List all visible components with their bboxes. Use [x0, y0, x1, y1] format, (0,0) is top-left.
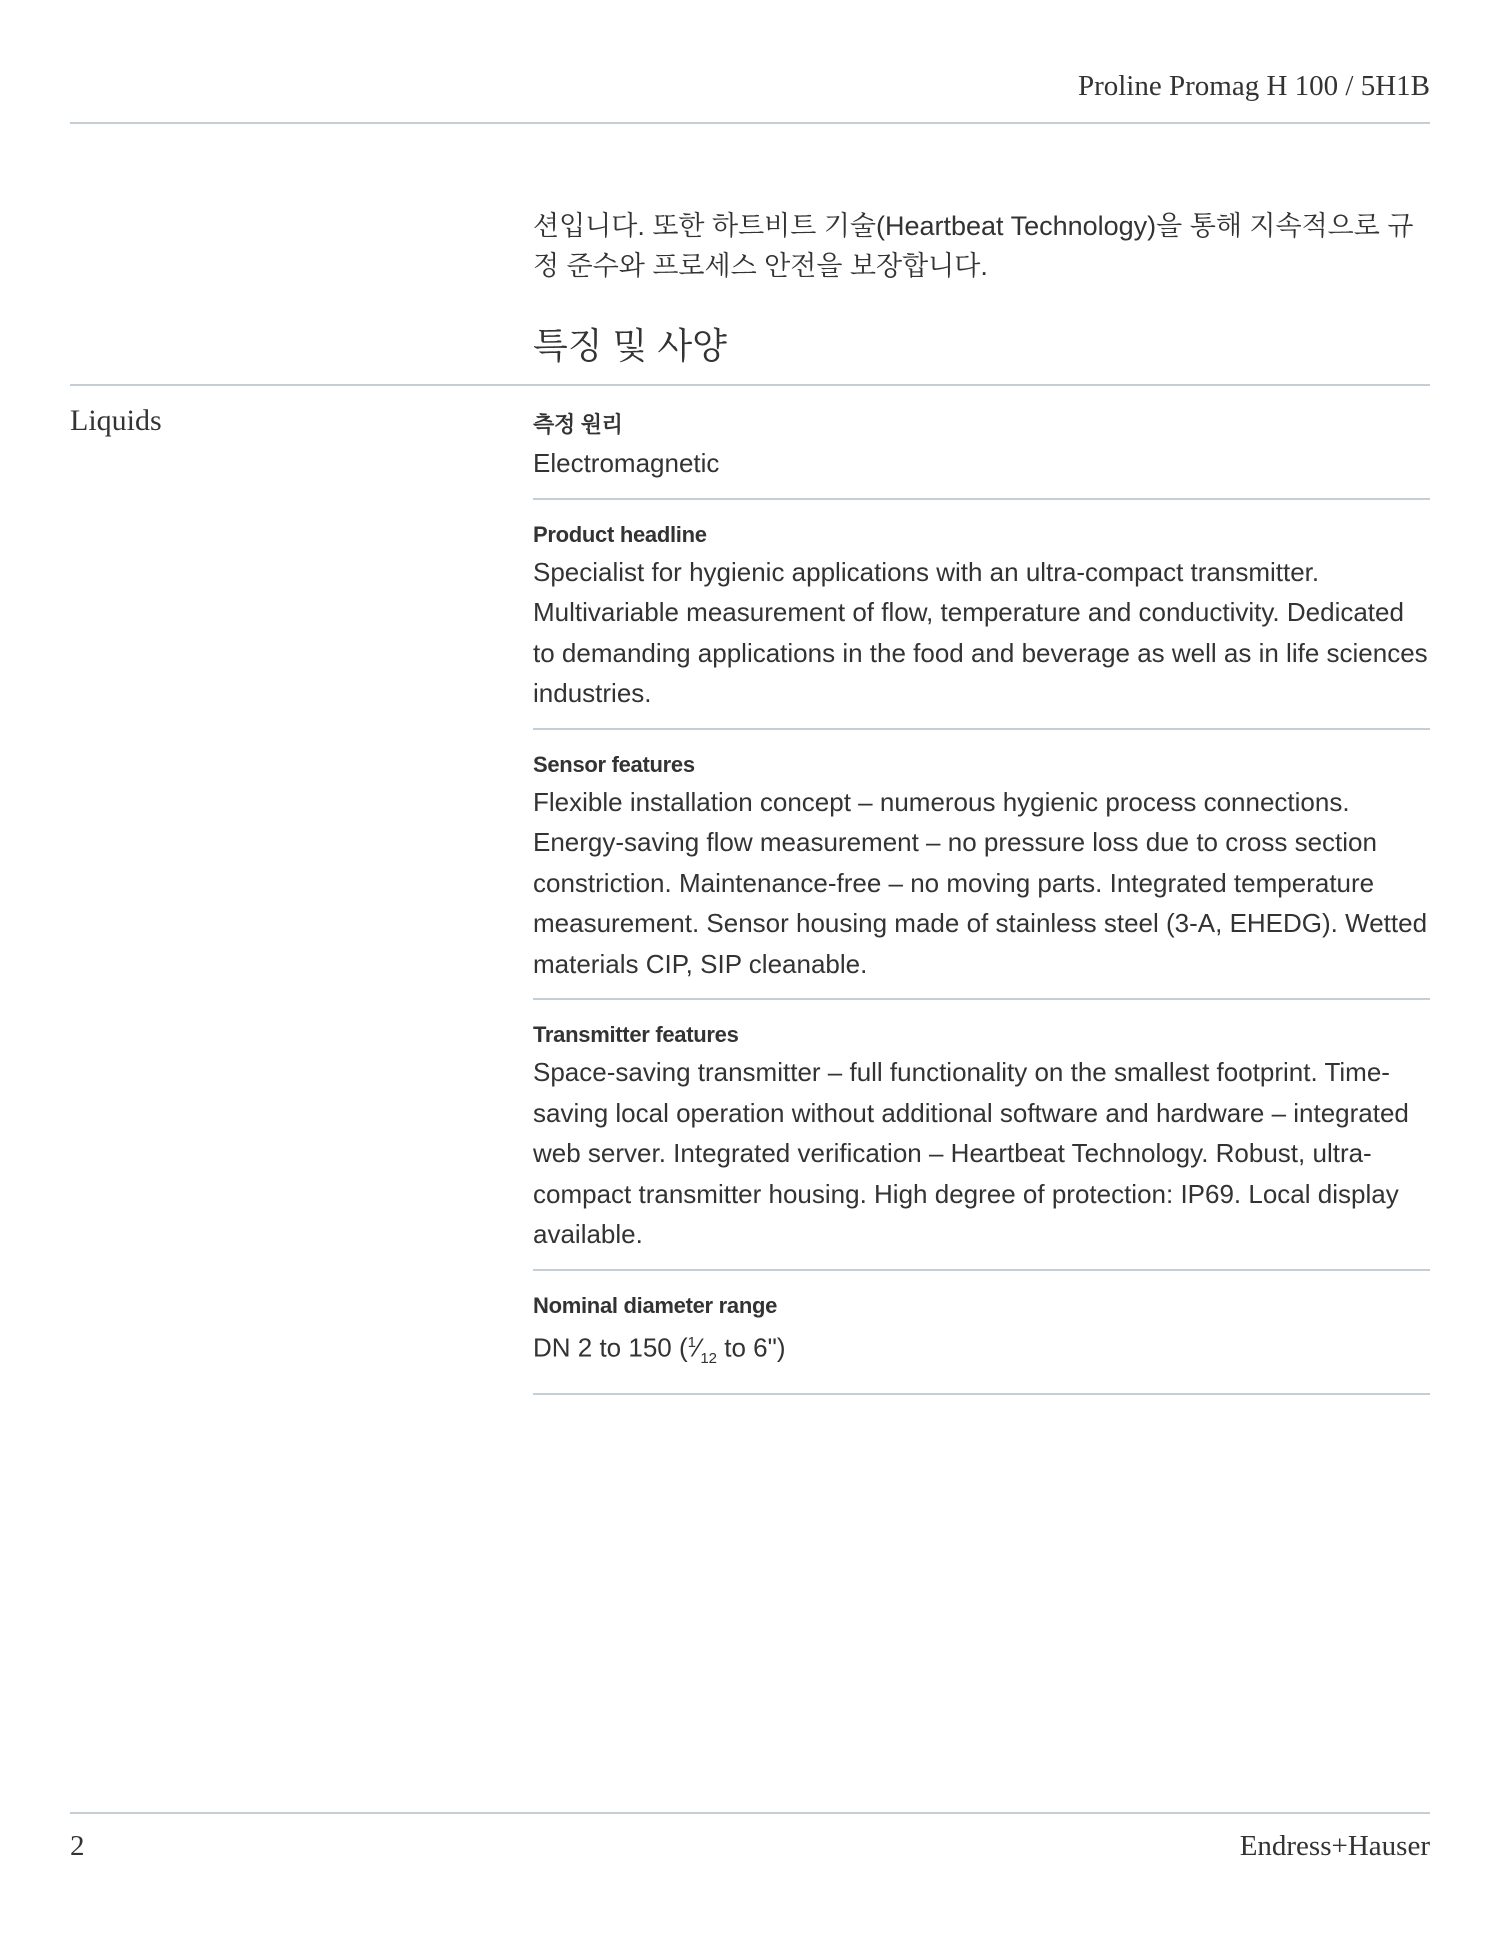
- property-product-headline: [533, 516, 1430, 730]
- fraction-denominator: 12: [700, 1349, 718, 1367]
- section-divider: [70, 384, 1430, 386]
- property-value: Space‐saving transmitter – full functionality on the smallest footprint. Time‐saving local operation without additional software and hardware – integrated web server. Integrated verification – Heartbeat Technology. Robust, ultra-compact transmitter housing. High degree of protection: IP69. Local display available.: [533, 1057, 1409, 1249]
- property-label: Nominal diameter range: [533, 1292, 778, 1318]
- fraction-numerator: 1: [687, 1333, 696, 1351]
- property-value: Flexible installation concept – numerous hygienic process connections. Energy‐saving flow measurement – no pressure loss due to cross section constriction. Maintenance‐free – no moving parts. Integrated temperature measurement. Sensor housing made of stainless steel (3-A, EHEDG). Wetted materials CIP, SIP cleanable.: [533, 786, 1428, 979]
- header-divider: [70, 122, 1430, 124]
- property-label: Sensor features: [533, 751, 695, 777]
- value-prefix: DN 2 to 150 (: [533, 1332, 688, 1363]
- property-label: Transmitter features: [533, 1022, 739, 1047]
- footer-divider: [70, 1812, 1430, 1814]
- property-value: Specialist for hygienic applications with an ultra-compact transmitter. Multivariable measurement of flow, temperature and conductivity. Dedicated to demanding applications in the food and beverage as well as in life sciences industries.: [533, 556, 1428, 708]
- property-label: Product headline: [533, 521, 707, 547]
- value-suffix: to 6"): [717, 1332, 786, 1363]
- intro-paragraph: 션입니다. 또한 하트비트 기술(Heartbeat Technology)을 통해 지속적으로 규정 준수와 프로세스 안전을 보장합니다.: [533, 211, 1414, 281]
- category-label: Liquids: [70, 404, 162, 437]
- page-number: 2: [70, 1830, 85, 1862]
- property-value: DN 2 to 150 ($^1⁄_{12}$ to 6"): [533, 1332, 786, 1367]
- brand-name: Endress+Hauser: [1239, 1830, 1430, 1862]
- property-label: 측정 원리: [533, 412, 623, 437]
- property-value: Electromagnetic: [533, 448, 720, 478]
- section-heading: 특징 및 사양: [533, 325, 727, 366]
- property-measuring-principle: [533, 402, 1430, 500]
- property-sensor-features: [533, 746, 1430, 1001]
- property-nominal-diameter-range: [533, 1287, 1430, 1395]
- property-transmitter-features: [533, 1016, 1430, 1271]
- document-title: Proline Promag H 100 / 5H1B: [1077, 70, 1430, 102]
- property-list: [533, 402, 1430, 1411]
